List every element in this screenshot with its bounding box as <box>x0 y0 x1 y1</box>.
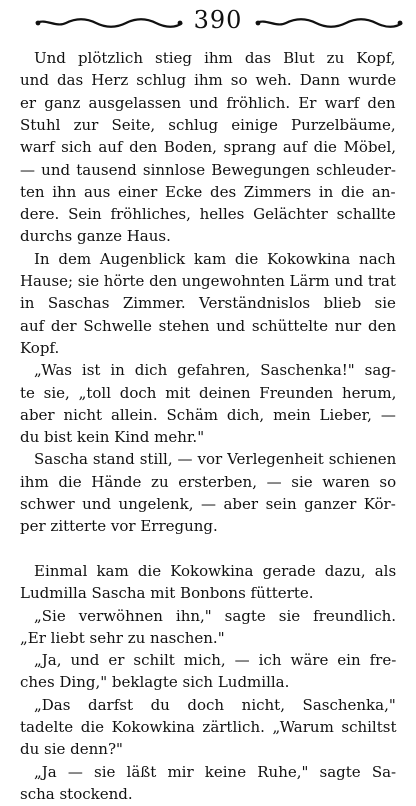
ornament-left-icon <box>34 18 184 28</box>
text-line: Sascha stand still, — vor Verlegenheit schienen <box>34 450 397 469</box>
text-line: „Sie verwöhnen ihn," sagte sie freundlich. <box>34 606 397 625</box>
page-number: 390 <box>193 6 243 34</box>
ornament-right-icon <box>254 18 404 28</box>
text-line: schwer und ungelenk, — aber sein ganzer Kör- <box>20 495 396 513</box>
text-line: Stuhl zur Seite, schlug einige Purzelbäume, <box>20 115 396 134</box>
text-line: scha stockend. <box>20 784 133 803</box>
text-line: ten ihn aus einer Ecke des Zimmers in die an- <box>20 182 396 201</box>
text-line: Kopf. <box>20 338 60 357</box>
text-line: in Saschas Zimmer. Verständnislos blieb sie <box>20 294 396 313</box>
text-line: du bist kein Kind mehr." <box>20 428 205 447</box>
text-line: ches Ding," beklagte sich Ludmilla. <box>20 673 290 692</box>
text-line: „Ja — sie läßt mir keine Ruhe," sagte Sa- <box>34 762 397 781</box>
text-line: Und plötzlich stieg ihm das Blut zu Kopf, <box>34 49 396 67</box>
text-line: „Was ist in dich gefahren, Saschenka!" sag- <box>34 361 396 380</box>
text-line: warf sich auf den Boden, sprang auf die Möbel, <box>20 138 397 157</box>
text-line: Hause; sie hörte den ungewohnten Lärm und trat <box>20 272 396 290</box>
text-line: ihm die Hände zu ersterben, — sie waren so <box>20 472 397 491</box>
text-line: „Das darfst du doch nicht, Saschenka," <box>34 695 396 714</box>
text-line: „Er liebt sehr zu naschen." <box>20 628 225 647</box>
text-line: er ganz ausgelassen und fröhlich. Er warf den <box>20 93 396 112</box>
text-line: du sie denn?" <box>20 740 123 759</box>
text-line: per zitterte vor Erregung. <box>20 517 218 536</box>
text-line: durchs ganze Haus. <box>20 227 171 246</box>
text-line: — und tausend sinnlose Bewegungen schleuder- <box>20 160 396 179</box>
text-line: aber nicht allein. Schäm dich, mein Lieber, — <box>20 405 396 424</box>
page-header <box>0 4 416 34</box>
text-line: Ludmilla Sascha mit Bonbons fütterte. <box>20 584 314 603</box>
text-line: Einmal kam die Kokowkina gerade dazu, als <box>34 561 397 580</box>
text-line: dere. Sein fröhliches, helles Gelächter schallte <box>20 205 396 224</box>
text-line: In dem Augenblick kam die Kokowkina nach <box>34 249 396 268</box>
text-line: tadelte die Kokowkina zärtlich. „Warum schiltst <box>20 718 397 736</box>
text-line: auf der Schwelle stehen und schüttelte nur den <box>20 316 397 335</box>
text-line: te sie, „toll doch mit deinen Freunden herum, <box>20 383 397 402</box>
text-line: „Ja, und er schilt mich, — ich wäre ein fre- <box>34 651 397 670</box>
text-line: und das Herz schlug ihm so weh. Dann wurde <box>20 71 397 90</box>
